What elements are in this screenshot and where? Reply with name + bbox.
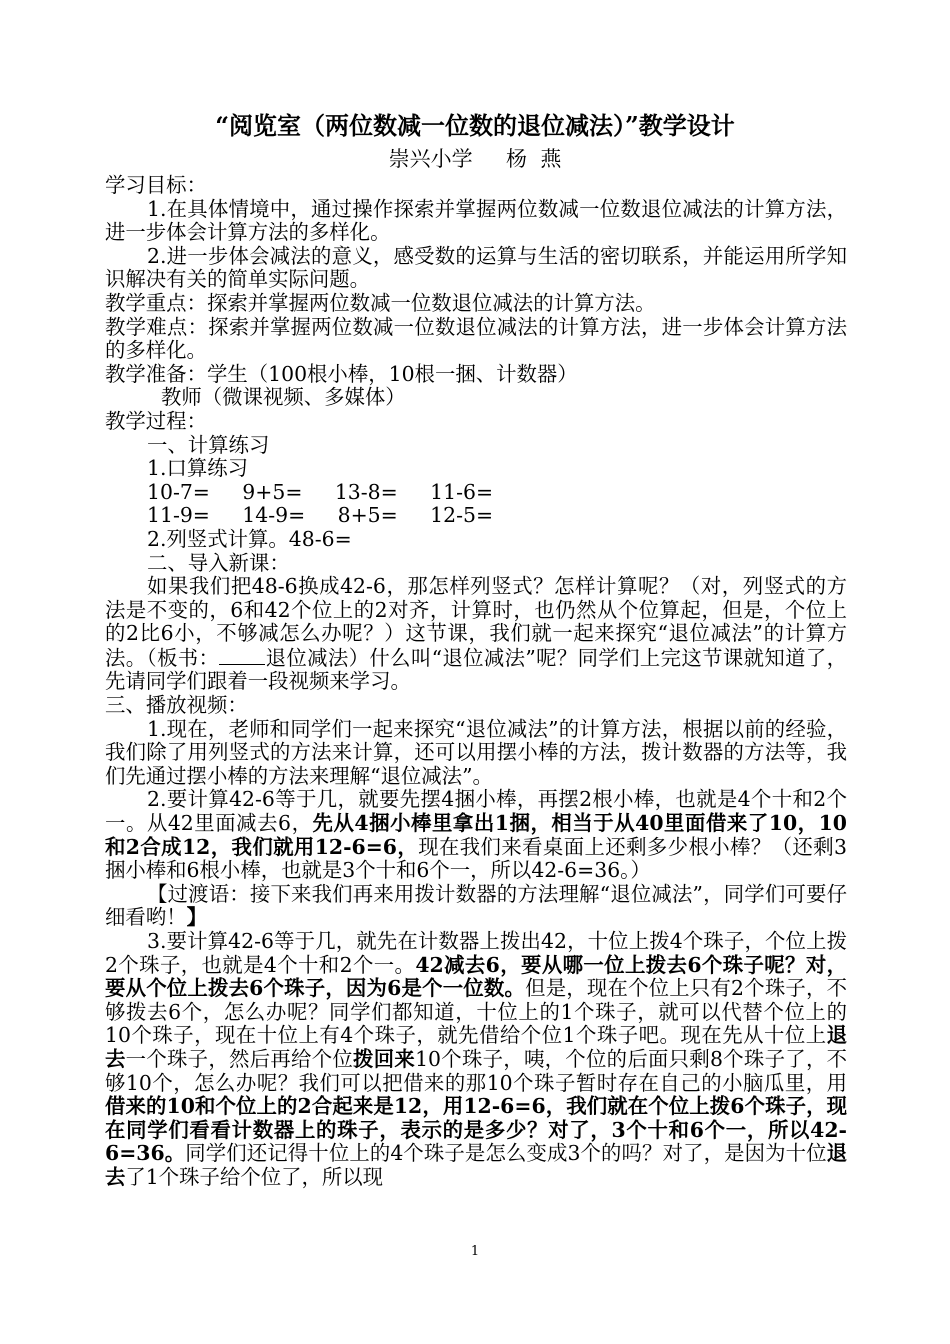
p3-text-k: 了1个珠子给个位了，所以现 [125,1164,384,1189]
video-paragraph-2 [105,788,847,882]
prep-teacher: 教师（微课视频、多媒体） [161,385,406,410]
oral-practice-heading: 1.口算练习 [147,456,249,481]
intro-text-b: 退位减法）什么叫“退位减法”呢？同学们上完这节课就知道了，先请同学们跟着一段视频来学习。 [105,645,847,694]
section-3-heading: 三、播放视频： [105,693,248,718]
transition-close-bracket: 】 [186,905,207,930]
document-author: 崇兴小学 杨 燕 [388,147,562,171]
p3-text-a: 3.要计算42-6等于几，就先在计数器上拨出42，十位上拨4个珠子，个位上拨2个珠子，也就是4个十和2个一。 [105,929,847,977]
p2-bold-text: 先从4捆小棒里拿出1捆，相当于从40里面借来了10，10和2合成12，我们就用12-6=6， [105,811,847,859]
oral-practice-row-1: 10-7= 9+5= 13-8= 11-6= [147,479,494,504]
p2-text-end: 现在我们来看桌面上还剩多少根小棒？（还剩3捆小棒和6根小棒，也就是3个十和6个一，所以42-6=36。） [105,834,847,883]
p3-text-g: 10个珠子，咦，个位的后面只剩8个珠子了，不够10个，怎么办呢？我们可以把借来的那10个珠子暂时存在自己的小脑瓜里，用 [105,1046,848,1095]
p3-bold-d: 退去 [105,1023,847,1071]
document-body [105,174,847,1190]
goal-1: 1.在具体情境中，通过操作探索并掌握两位数减一位数退位减法的计算方法，进一步体会计算方法的多样化。 [105,196,847,245]
section-2-heading: 二、导入新课： [147,550,290,575]
blackboard-blank [219,646,265,665]
intro-text-a: 如果我们把48-6换成42-6，那怎样列竖式？怎样计算呢？（对，列竖式的方法是不变的，6和42个位上的2对齐，计算时，也仍然从个位算起，但是，个位上的2比6小，不够减怎么办呢？）这节课，我们就一起来探究“退位减法”的计算方法。（板书： [105,574,847,670]
p2-text: 2.要计算42-6等于几，就要先摆4捆小棒，再摆2根小棒，也就是4个十和2个一。从42里面减去6， [105,787,847,836]
process-heading: 教学过程： [105,408,207,433]
section-1-heading: 一、计算练习 [147,432,270,457]
intro-paragraph [105,575,847,694]
video-paragraph-1: 1.现在，老师和同学们一起来探究“退位减法”的计算方法，根据以前的经验，我们除了用列竖式的方法来计算，还可以用摆小棒的方法，拨计数器的方法等，我们先通过摆小棒的方法来理解“退位减法”。 [105,716,847,788]
page-number: 1 [470,1244,480,1259]
document-title: “阅览室（两位数减一位数的退位减法）”教学设计 [215,111,735,140]
key-point: 教学重点：探索并掌握两位数减一位数退位减法的计算方法。 [105,290,656,315]
prep-student: 教学准备：学生（100根小棒，10根一捆、计数器） [105,361,578,386]
difficulty: 教学难点：探索并掌握两位数减一位数退位减法的计算方法，进一步体会计算方法的多样化。 [105,314,847,363]
vertical-calculation: 2.列竖式计算。48-6= [147,526,352,551]
transition-paragraph [105,883,847,930]
video-paragraph-3 [105,930,847,1190]
p3-bold-h: 借来的10和个位上的2合起来是12，用12-6=6，我们就在个位上拨6个珠子，现在同学们看看计数器上的珠子，表示的是多少？对了，3个十和6个一，所以42-6=36。 [105,1094,847,1166]
p3-text-e: 一个珠子，然后再给个位 [125,1046,354,1071]
goals-heading: 学习目标： [105,173,207,197]
p3-bold-b: 42减去6，要从哪一位上拨去6个珠子呢？对，要从个位上拨去6个珠子，因为6是个一位数。 [105,952,848,1001]
p3-bold-f: 拨回来 [353,1046,416,1071]
p3-text-i: 同学们还记得十位上的4个珠子是怎么变成3个的吗？对了，是因为十位 [185,1141,827,1166]
transition-text: 【过渡语：接下来我们再来用拨计数器的方法理解“退位减法”，同学们可要仔细看哟！ [105,881,847,930]
p3-text-c: 但是，现在个位上只有2个珠子，不够拨去6个，怎么办呢？同学们都知道，十位上的1个珠子，就可以代替个位上的10个珠子，现在十位上有4个珠子，就先借给个位1个珠子吧。现在先从十位上 [105,976,847,1048]
p3-bold-j: 退去 [105,1141,847,1189]
oral-practice-row-2: 11-9= 14-9= 8+5= 12-5= [147,503,494,528]
goal-2: 2.进一步体会减法的意义，感受数的运算与生活的密切联系，并能运用所学知识解决有关的简单实际问题。 [105,243,847,292]
